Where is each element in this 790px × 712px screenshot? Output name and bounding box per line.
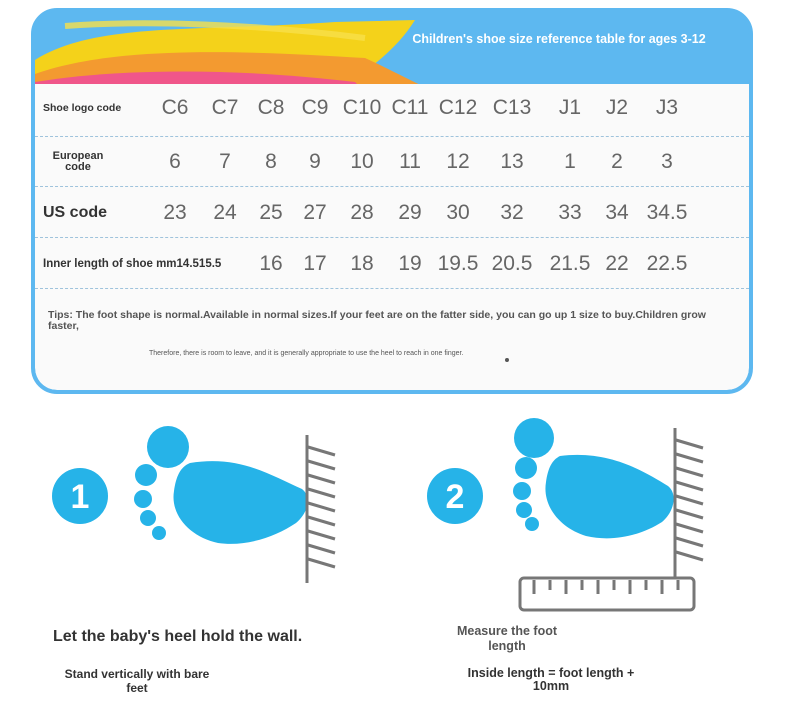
wall-icon (675, 428, 703, 578)
table-cell: C13 (492, 96, 532, 119)
table-cell: 19.5 (437, 252, 479, 275)
row-label: US code (43, 204, 108, 221)
ruler-icon (520, 578, 694, 610)
table-cell: 21.5 (549, 252, 591, 275)
row-inner-length (35, 240, 749, 288)
row-label: Inner length of shoe mm14.515.5 (43, 258, 222, 270)
table-cell: 18 (350, 252, 374, 275)
table-cell: 34.5 (646, 201, 688, 224)
table-cell: 34 (605, 201, 629, 224)
table-cell: 25 (259, 201, 283, 224)
table-cell: 6 (169, 150, 181, 173)
foot-icon (134, 426, 308, 544)
table-cell: 29 (398, 201, 422, 224)
table-cell: C12 (438, 96, 478, 119)
step-2-title: Measure the foot length (456, 624, 557, 653)
row-shoe-logo-code (35, 84, 749, 132)
table-cell: 27 (303, 201, 327, 224)
foot-icon (513, 418, 674, 538)
step-1-subtitle: Stand vertically with bare feet (64, 667, 210, 695)
table-cell: 13 (500, 150, 524, 173)
brush-stroke-decoration (35, 12, 753, 92)
table-cell: 23 (163, 201, 187, 224)
dot-mark (505, 358, 509, 362)
table-cell: 24 (213, 201, 237, 224)
table-cell: 12 (446, 150, 470, 173)
step-2-illustration (420, 410, 720, 620)
table-body (35, 84, 749, 390)
table-cell: J1 (558, 96, 582, 119)
step-2-subtitle: Inside length = foot length + 10mm (467, 666, 635, 693)
table-cell: 3 (661, 150, 673, 173)
row-divider (35, 186, 749, 187)
table-cell: 17 (303, 252, 327, 275)
row-divider (35, 237, 749, 238)
table-cell: C9 (301, 96, 329, 119)
table-cell: C7 (211, 96, 239, 119)
table-cell: C11 (391, 96, 429, 119)
size-table-card (31, 8, 753, 394)
table-cell: J2 (605, 96, 629, 119)
row-us-code (35, 189, 749, 237)
row-divider (35, 136, 749, 137)
table-cell: 33 (558, 201, 582, 224)
table-cell: C10 (342, 96, 382, 119)
table-cell: 28 (350, 201, 374, 224)
table-cell: 32 (500, 201, 524, 224)
table-cell: 22.5 (646, 252, 688, 275)
table-cell: C8 (257, 96, 285, 119)
note-text: Therefore, there is room to leave, and it is generally appropriate to use the heel to reach in one finger. (149, 350, 464, 357)
table-cell: 10 (350, 150, 374, 173)
table-cell: 11 (399, 150, 421, 173)
table-cell: C6 (161, 96, 189, 119)
table-cell: 22 (605, 252, 629, 275)
row-divider (35, 288, 749, 289)
table-cell: 8 (265, 150, 277, 173)
table-cell: 16 (259, 252, 283, 275)
step-1-illustration (40, 415, 360, 605)
table-cell: 19 (398, 252, 422, 275)
step-number: 1 (70, 478, 90, 516)
step-number-badge (427, 468, 483, 524)
row-european-code (35, 138, 749, 186)
table-cell: 7 (219, 150, 231, 173)
tips-text: Tips: The foot shape is normal.Available in normal sizes.If your feet are on the fatter side, you can go up 1 size to buy.Children grow faster, (48, 309, 706, 332)
table-title: Children's shoe size reference table for ages 3-12 (412, 32, 706, 46)
table-cell: 9 (309, 150, 321, 173)
table-cell: J3 (655, 96, 679, 119)
step-number: 2 (445, 478, 465, 516)
step-number-badge (52, 468, 108, 524)
table-cell: 20.5 (491, 252, 533, 275)
table-cell: 2 (611, 150, 623, 173)
row-label: European code (52, 150, 104, 173)
table-cell: 30 (446, 201, 470, 224)
step-1-title: Let the baby's heel hold the wall. (53, 628, 303, 645)
wall-icon (307, 435, 335, 583)
row-label: Shoe logo code (43, 102, 122, 114)
table-cell: 1 (564, 150, 576, 173)
